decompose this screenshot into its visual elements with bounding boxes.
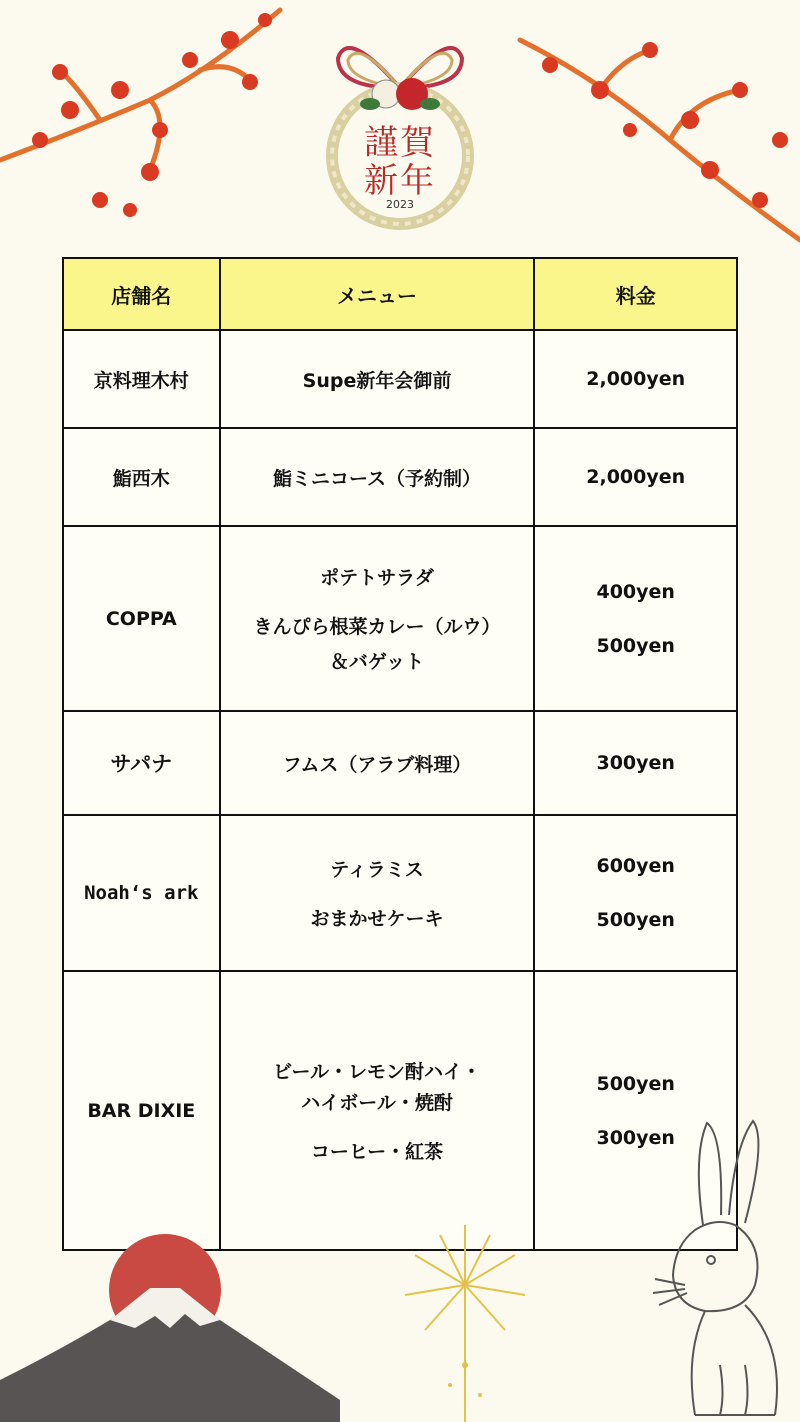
menu-item: ＆バゲット	[329, 651, 425, 673]
menu-cell	[220, 971, 535, 1250]
table-row	[63, 428, 737, 526]
price-cell	[534, 526, 737, 711]
menu-item: おまかせケーキ	[310, 908, 444, 930]
menu-item: フムス（アラブ料理）	[282, 753, 472, 776]
price-cell	[534, 815, 737, 971]
emblem-year: 2023	[386, 198, 414, 211]
menu-cell	[220, 815, 535, 971]
header-price: 料金	[534, 258, 737, 330]
menu-table	[62, 257, 738, 1251]
price-item: 2,000yen	[586, 368, 686, 390]
menu-item: ティラミス	[330, 859, 424, 881]
table-row	[63, 815, 737, 971]
price-cell	[534, 330, 737, 428]
menu-item: きんぴら根菜カレー（ルウ）	[253, 616, 501, 638]
shop-cell: サパナ	[63, 711, 220, 815]
table-row	[63, 330, 737, 428]
price-item: 600yen	[596, 855, 675, 877]
menu-item: コーヒー・紅茶	[310, 1141, 444, 1163]
plum-blossom-branch-right-icon	[510, 20, 800, 260]
rabbit-icon	[625, 1115, 800, 1422]
firework-icon	[400, 1225, 530, 1422]
price-item: 500yen	[596, 634, 675, 657]
price-cell	[534, 711, 737, 815]
shop-cell: BAR DIXIE	[63, 971, 220, 1250]
shop-cell: 鮨西木	[63, 428, 220, 526]
menu-item: Supe新年会御前	[302, 369, 452, 392]
emblem-title-line2: 新年	[364, 161, 436, 201]
menu-cell	[220, 330, 535, 428]
header-shop: 店舗名	[63, 258, 220, 330]
menu-cell	[220, 711, 535, 815]
price-item: 500yen	[596, 1072, 675, 1095]
menu-item: ポテトサラダ	[320, 567, 434, 589]
price-item: 2,000yen	[586, 466, 686, 488]
price-item: 400yen	[596, 580, 675, 603]
price-item: 500yen	[596, 909, 675, 931]
menu-item: 鮨ミニコース（予約制）	[272, 467, 482, 490]
price-cell	[534, 428, 737, 526]
table-row	[63, 711, 737, 815]
emblem-title	[340, 124, 460, 200]
menu-cell	[220, 526, 535, 711]
menu-item: ハイボール・焼酎	[301, 1092, 453, 1114]
shop-cell: 京料理木村	[63, 330, 220, 428]
shop-cell: Noah‘s ark	[63, 815, 220, 971]
plum-blossom-branch-left-icon	[0, 0, 300, 240]
header-menu: メニュー	[220, 258, 535, 330]
menu-item: ビール・レモン酎ハイ・	[273, 1061, 481, 1083]
menu-cell	[220, 428, 535, 526]
mount-fuji-icon	[0, 1230, 340, 1422]
shop-cell: COPPA	[63, 526, 220, 711]
table-header-row	[63, 258, 737, 330]
price-item: 300yen	[596, 752, 675, 774]
table-row	[63, 526, 737, 711]
price-item: 300yen	[596, 1126, 675, 1149]
emblem-title-line1: 謹賀	[364, 123, 436, 163]
